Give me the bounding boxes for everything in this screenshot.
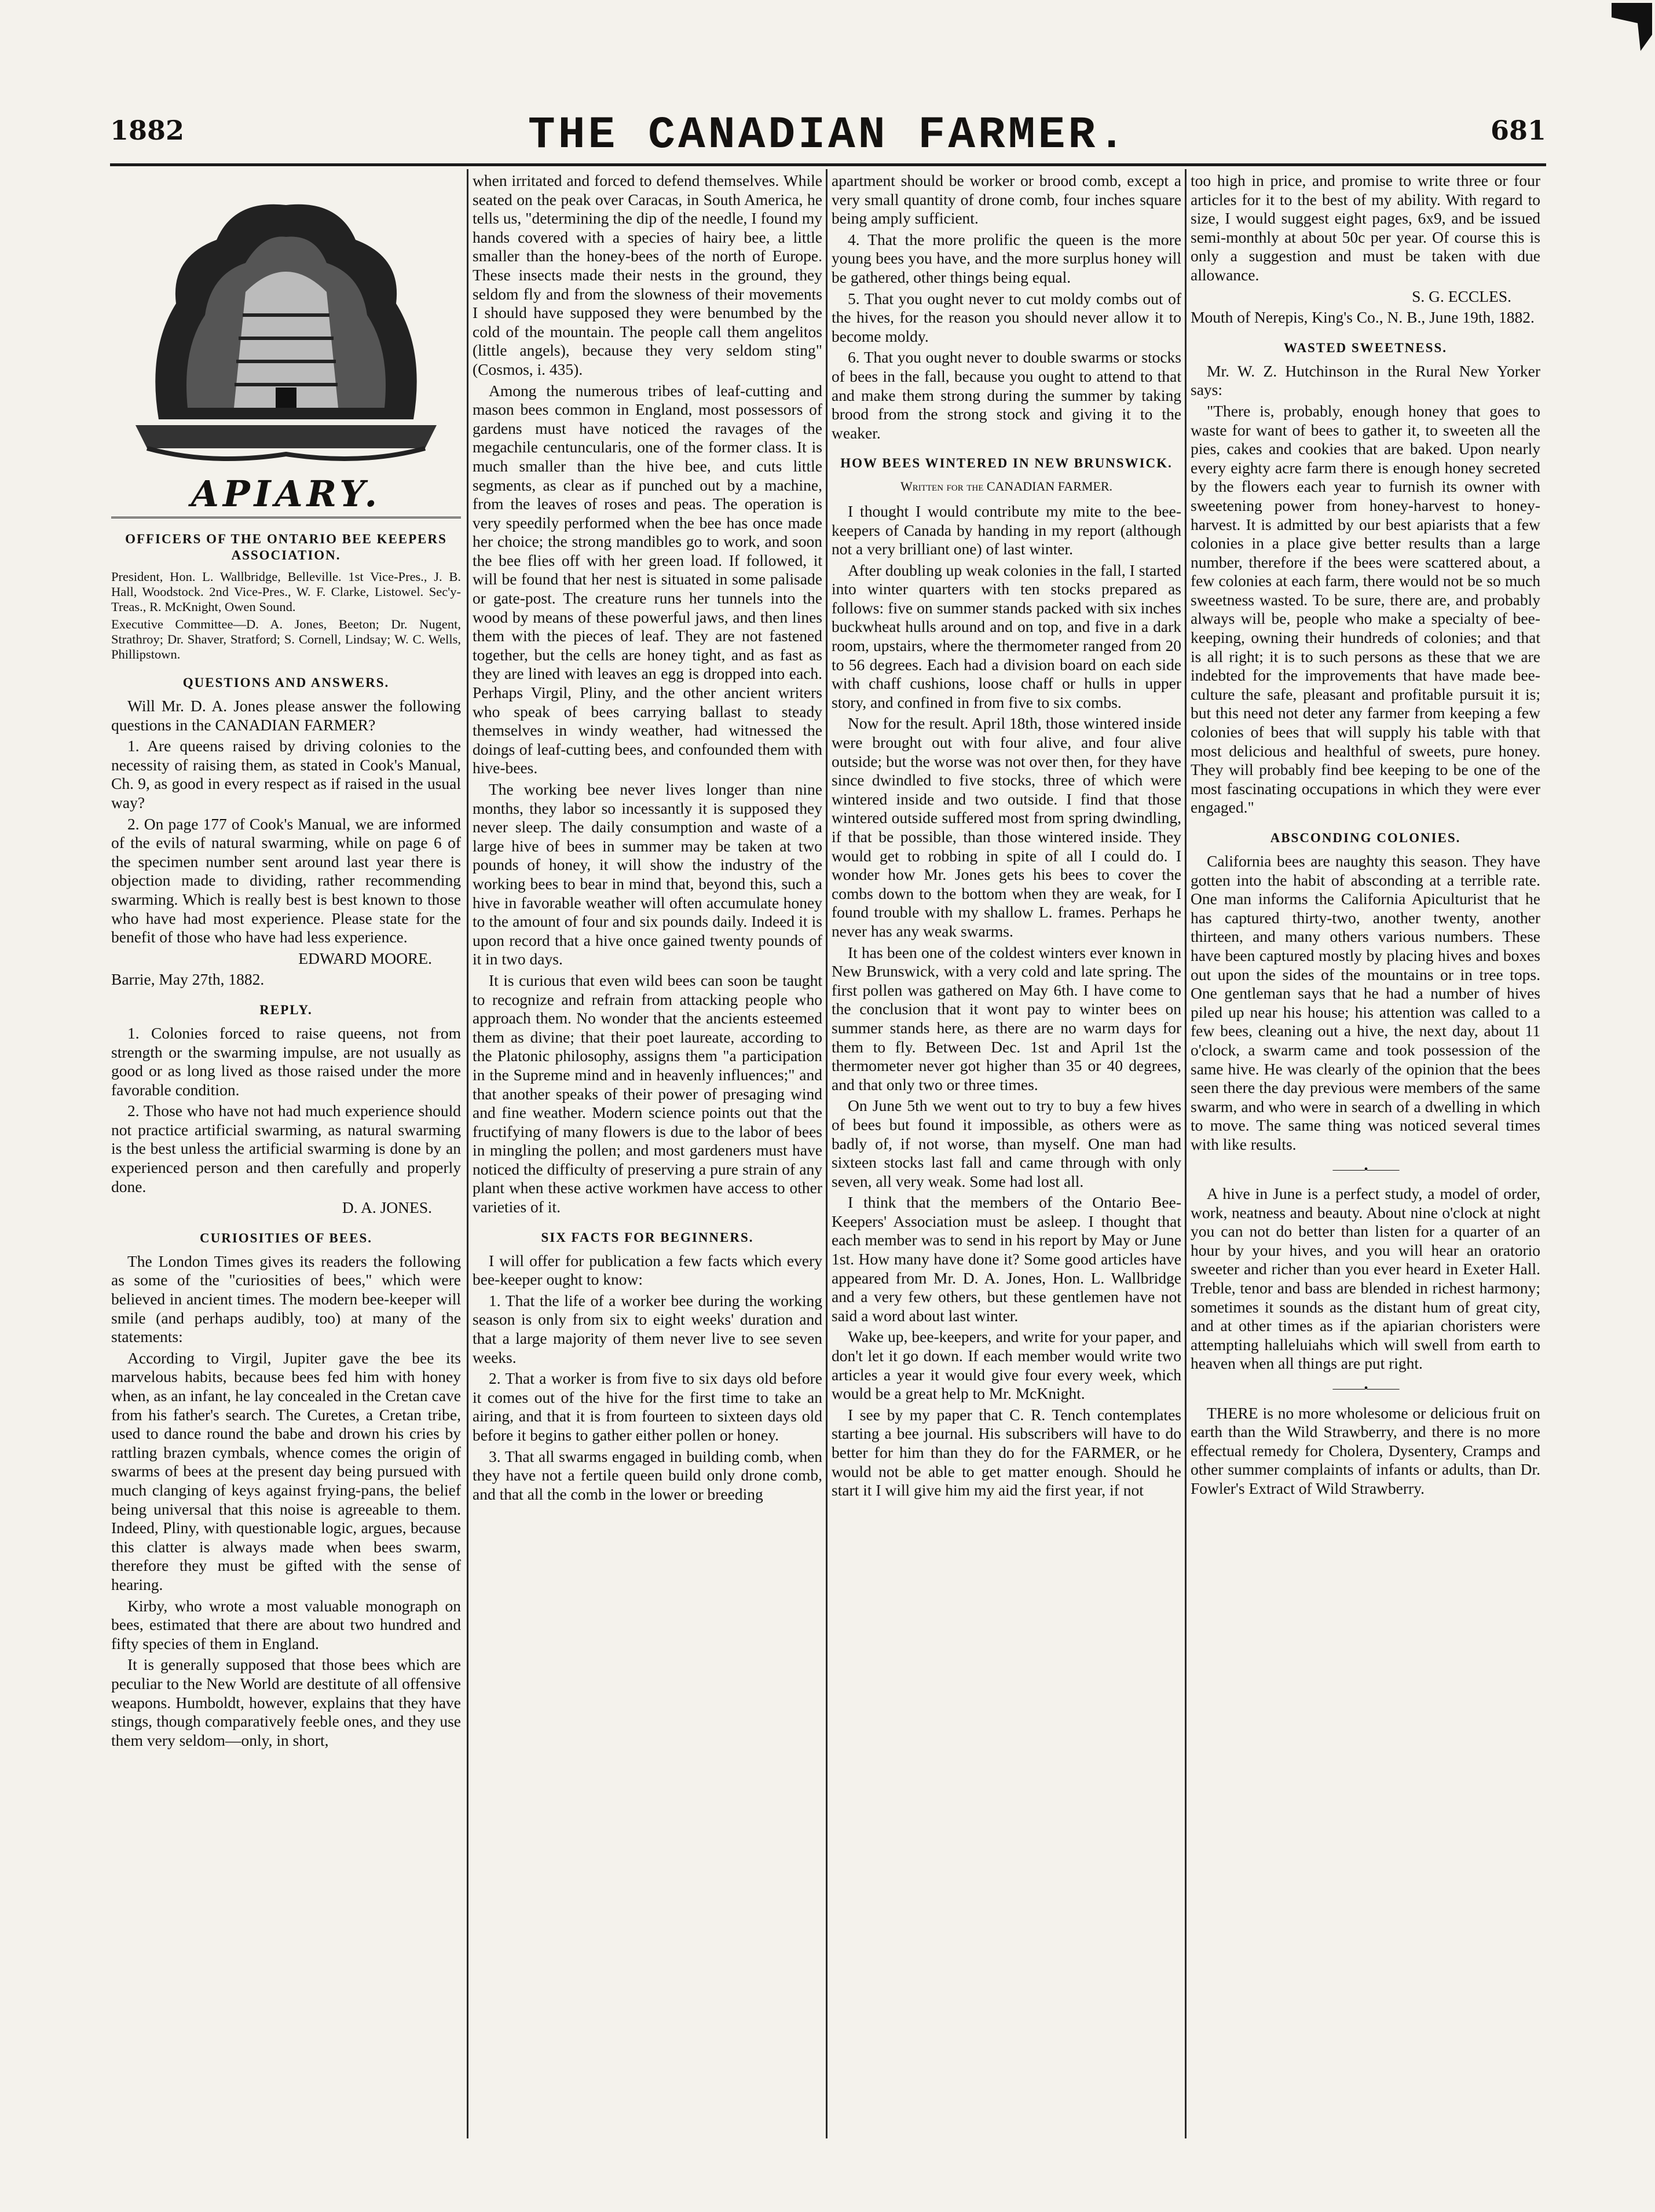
wasted-sweetness-heading: WASTED SWEETNESS. bbox=[1284, 340, 1447, 355]
paragraph: Kirby, who wrote a most valuable monograph on bees, estimated that there are about two hundred and fifty species of them in England. bbox=[111, 1596, 461, 1652]
corner-ink-mark-icon bbox=[1606, 0, 1655, 52]
column-3 bbox=[832, 171, 1181, 2141]
curiosities-heading: CURIOSITIES OF BEES. bbox=[200, 1230, 372, 1245]
paragraph: 3. That all swarms engaged in building comb, when they have not a fertile queen build only drone comb, and that all the comb in the lower or breeding bbox=[473, 1447, 822, 1503]
officers-heading: OFFICERS OF THE ONTARIO BEE KEEPERS ASSOCIATION. bbox=[125, 532, 447, 562]
paragraph: It is curious that even wild bees can soon be taught to recognize and refrain from attacking people who approach them. No wonder that the ancients esteemed them as divine; that their poet laureate, according to the Platonic philosophy, assigns them "a participation in the Supreme mind and in heavenly influences;" and that another speaks of their power of presaging wind and fine weather. Modern science points out that the fructifying of many flowers is due to the labor of bees in mingling the pollen; and most gardeners must have noticed the difficulty of preserving a pure strain of any plant when these active workmen have access to other varieties of it. bbox=[473, 971, 822, 1216]
paragraph: THERE is no more wholesome or delicious fruit on earth than the Wild Strawberry, and there is no more effectual remedy for Cholera, Dysentery, Cramps and other summer complaints of infants or adults, than Dr. Fowler's Extract of Wild Strawberry. bbox=[1191, 1403, 1540, 1497]
paragraph: 2. On page 177 of Cook's Manual, we are informed of the evils of natural swarming, while on page 6 of the specimen number sent around last year there is objection made to dividing, rather recommending swarming. Which is really best is best known to those who have had most experience. Please state for the benefit of those who have had less experience. bbox=[111, 814, 461, 946]
paragraph: After doubling up weak colonies in the fall, I started into winter quarters with ten stocks prepared as follows: five on summer stands packed with six inches buckwheat hulls around and on top, and five in a dark room, upstairs, where the thermometer ranged from 20 to 56 degrees. Each had a division board on each side with chaff cushions, loose chaff or hulls in upper story, and confined in from five to six combs. bbox=[832, 561, 1181, 711]
beehive-engraving-icon bbox=[124, 176, 448, 466]
header-rule bbox=[110, 163, 1546, 166]
paragraph: 6. That you ought never to double swarms or stocks of bees in the fall, because you ought to attend to that and make them strong during the summer by taking brood from the strong stock and giving it to the weaker. bbox=[832, 348, 1181, 442]
separator-rule: ———•——— bbox=[1332, 1382, 1398, 1395]
paragraph: California bees are naughty this season. They have gotten into the habit of absconding at a terrible rate. One man informs the California Apiculturist that he has captured thirty-two, another twenty, another thirteen, and many others various numbers. These have been captured mostly by placing hives and boxes out upon the sides of the mountains or in tree tops. One gentleman says that he had a number of hives piled up near his house; his attention was called to a few bees, cleaning out a hive, the next day, about 11 o'clock, a swarm came and took possession of the same hive. He was clearly of the opinion that the bees seen there the day previous were members of the same swarm, and who were in search of a dwelling in which to move. The same thing was noticed several times with like results. bbox=[1191, 852, 1540, 1153]
paragraph: 2. That a worker is from five to six days old before it comes out of the hive for the first time to take an airing, and that it is from fourteen to sixteen days old before it begins to gather either pollen or honey. bbox=[473, 1369, 822, 1444]
paragraph: Wake up, bee-keepers, and write for your paper, and don't let it go down. If each member would write two articles a year it would give four every week, which would be a great help to Mr. McKnight. bbox=[832, 1328, 1181, 1403]
column-divider bbox=[826, 169, 828, 2138]
paragraph: 4. That the more prolific the queen is the more young bees you have, and the more surplus honey will be gathered, other things being equal. bbox=[832, 230, 1181, 286]
section-title-apiary: APIARY. bbox=[111, 471, 461, 518]
paragraph: apartment should be worker or brood comb, except a very small quantity of drone comb, four inches square being amply sufficient. bbox=[832, 171, 1181, 228]
paragraph: "There is, probably, enough honey that goes to waste for want of bees to gather it, to sweeten all the pies, cakes and cookies that are baked. Upon nearly every eighty acre farm there is enough honey secreted by the flowers each year to furnish its owner with sweetening power from honey-harvest to honey-harvest. It is admitted by our best apiarists that a few colonies in a place give better results than a large number, therefore if the bees were scattered about, a few colonies at each farm, there would not be so much sweetness wasted. To be sure, there are, and probably always will be, people who make a specialty of bee-keeping, owning their hundreds of colonies; and that is all right; it is to such persons as these that we are indebted for the improvements that have made bee-culture the safe, pleasant and profitable pursuit it is; but this need not deter any farmer from keeping a few colonies of bees that will supply his table with that most delicious and healthful of sweets, pure honey. They will probably find bee keeping to be one of the most fascinating occupations in which they were ever engaged." bbox=[1191, 401, 1540, 817]
paragraph: 1. Colonies forced to raise queens, not from strength or the swarming impulse, are not usually as good or as long lived as those raised under the more favorable condition. bbox=[111, 1023, 461, 1099]
page-number: 681 bbox=[1490, 115, 1546, 146]
paragraph: On June 5th we went out to try to buy a few hives of bees but found it impossible, as others were as badly of, if not worse, than myself. One man had sixteen stocks last fall and came through with only seven, all very weak. Some had lost all. bbox=[832, 1096, 1181, 1190]
paragraph: Mr. W. Z. Hutchinson in the Rural New Yorker says: bbox=[1191, 361, 1540, 399]
paragraph: It has been one of the coldest winters ever known in New Brunswick, with a very cold and late spring. The first pollen was gathered on May 6th. I have come to the conclusion that it wont pay to winter bees on summer stands here, as there are no warm days for them to fly. Between Dec. 1st and April 1st the thermometer never got higher than 35 or 40 degrees, and that only two or three times. bbox=[832, 943, 1181, 1094]
paragraph: Now for the result. April 18th, those wintered inside were brought out with four alive, and four alive outside; but the worse was not over then, for they have since dwindled to five stocks, three of which were wintered inside and two outside. I find that those wintered outside suffered most from spring dwindling, if that be possible, than those wintered inside. They would get to robbing in spite of all I could do. I wonder how Mr. Jones gets his bees to cover the combs down to the bottom when they are weak, for I found trouble with my shallow L. frames. Perhaps he never has any weak swarms. bbox=[832, 714, 1181, 940]
byline: Written for the CANADIAN FARMER. bbox=[900, 479, 1113, 494]
header-year: 1882 bbox=[110, 115, 185, 146]
six-facts-heading: SIX FACTS FOR BEGINNERS. bbox=[541, 1230, 754, 1245]
signature: S. G. ECCLES. bbox=[1412, 287, 1511, 305]
paragraph: Will Mr. D. A. Jones please answer the following questions in the CANADIAN FARMER? bbox=[111, 697, 461, 734]
paragraph: The working bee never lives longer than nine months, they labor so incessantly it is supposed they never sleep. The daily consumption and waste of a large hive of bees in summer may be taken at two pounds of honey, it will show the industry of the working bees to bear in mind that, beyond this, such a hive in favorable weather will often accumulate honey to the amount of four and six pounds daily. Indeed it is upon record that a hive once gained twenty pounds of it in two days. bbox=[473, 780, 822, 968]
separator-rule: ———•——— bbox=[1332, 1162, 1398, 1176]
reply-heading: REPLY. bbox=[259, 1002, 313, 1017]
absconding-colonies-heading: ABSCONDING COLONIES. bbox=[1270, 831, 1461, 845]
paragraph: too high in price, and promise to write three or four articles for it to the best of my ability. With regard to size, I would suggest eight pages, 6x9, and be issued semi-monthly at about 50c per year. Of course this is only a suggestion and must be taken with due allowance. bbox=[1191, 171, 1540, 284]
column-1 bbox=[111, 171, 461, 2141]
paragraph: I will offer for publication a few facts which every bee-keeper ought to know: bbox=[473, 1251, 822, 1289]
newspaper-title: THE CANADIAN FARMER. bbox=[528, 110, 1129, 161]
paragraph: The London Times gives its readers the following as some of the "curiosities of bees," which were believed in ancient times. The modern bee-keeper will smile (and perhaps audibly, too) at many of the statements: bbox=[111, 1252, 461, 1346]
paragraph: Among the numerous tribes of leaf-cutting and mason bees common in England, most possessors of gardens must have noticed the ravages of the megachile centuncularis, one of the former class. It is much smaller than the hive bee, and cuts little segments, as clear as if punched out by a machine, from the leaves of roses and peas. The operation is very speedily performed when the bee has once made her choice; the strong mandibles go to work, and soon the bee flies off with her green load. If followed, it will be found that her nest is situated in some palisade or gate-post. The creature runs her tunnels into the wood by means of these powerful jaws, and then lines them with the pieces of leaf. They are not fastened together, but the cells are honey tight, and as fast as they are lined with leaves an egg is dropped into each. Perhaps Virgil, Pliny, and the other ancient writers who speak of bees carrying ballast to steady themselves in windy weather, had witnessed the doings of leaf-cutting bees, and confounded them with hive-bees. bbox=[473, 381, 822, 777]
dateline: Mouth of Nerepis, King's Co., N. B., June 19th, 1882. bbox=[1191, 308, 1535, 327]
paragraph: According to Virgil, Jupiter gave the bee its marvelous habits, because bees fed him with honey when, as an infant, he lay concealed in the Cretan cave from his father's search. The Curetes, a Cretan tribe, used to dance round the babe and drown his cries by rattling brazen cymbals, whence comes the origin of swarms of bees at the present day being pursued with much clanging of keys against frying-pans, the belief being universal that this noise is agreeable to them. Indeed, Pliny, with questionable logic, argues, because this clatter is always made when bees swarm, therefore they must be gifted with the sense of hearing. bbox=[111, 1348, 461, 1593]
signature: EDWARD MOORE. bbox=[298, 949, 432, 967]
paragraph: 1. That the life of a worker bee during the working season is only from six to eight weeks' duration and that a large majority of them never live to see seven weeks. bbox=[473, 1291, 822, 1366]
paragraph: 2. Those who have not had much experience should not practice artificial swarming, as natural swarming is the best unless the artificial swarming is done by an experienced person and then carefully and properly done. bbox=[111, 1102, 461, 1195]
column-4 bbox=[1191, 171, 1540, 2141]
paragraph: I think that the members of the Ontario Bee-Keepers' Association must be asleep. I thought that each member was to send in his report by May or June 1st. How many have done it? Some good articles have appeared from Mr. D. A. Jones, Hon. L. Wallbridge and a very few others, but these gentlemen have not said a word about last winter. bbox=[832, 1193, 1181, 1325]
new-brunswick-heading: HOW BEES WINTERED IN NEW BRUNSWICK. bbox=[840, 456, 1173, 471]
masthead bbox=[110, 110, 1546, 162]
officers-list: President, Hon. L. Wallbridge, Belleville. 1st Vice-Pres., J. B. Hall, Woodstock. 2nd Vice-Pres., W. F. Clarke, Listowel. Sec'y-Treas., R. McKnight, Owen Sound. bbox=[111, 569, 461, 614]
questions-heading: QUESTIONS AND ANSWERS. bbox=[182, 675, 390, 690]
paragraph: when irritated and forced to defend themselves. While seated on the peak over Caracas, in South America, he tells us, "determining the dip of the needle, I found my hands covered with a species of hairy bee, a little smaller than the honey-bees of the north of Europe. These insects made their nests in the ground, they seldom fly and from the slowness of their movements I should have supposed they were benumbed by the cold of the mountain. The people call them angelitos (little angels), because they very seldom sting" (Cosmos, i. 435). bbox=[473, 171, 822, 378]
paragraph: I thought I would contribute my mite to the bee-keepers of Canada by handing in my report (although not a very brilliant one) of last winter. bbox=[832, 502, 1181, 558]
column-2 bbox=[473, 171, 822, 2141]
column-divider bbox=[1185, 169, 1187, 2138]
paragraph: I see by my paper that C. R. Tench contemplates starting a bee journal. His subscribers will have to do better for him than they do for the FARMER, or he would not be able to get matter enough. Should he start it I will give him my aid the first year, if not bbox=[832, 1405, 1181, 1500]
column-divider bbox=[467, 169, 468, 2138]
executive-committee: Executive Committee—D. A. Jones, Beeton; Dr. Nugent, Strathroy; Dr. Shaver, Stratford; S. Cornell, Lindsay; W. C. Wells, Phillipstown. bbox=[111, 617, 461, 661]
dateline: Barrie, May 27th, 1882. bbox=[111, 970, 265, 989]
paragraph: 5. That you ought never to cut moldy combs out of the hives, for the reason you should never allow it to become moldy. bbox=[832, 289, 1181, 345]
paragraph: 1. Are queens raised by driving colonies to the necessity of raising them, as stated in Cook's Manual, Ch. 9, as good in every respect as if raised in the usual way? bbox=[111, 737, 461, 811]
paragraph: A hive in June is a perfect study, a model of order, work, neatness and beauty. About nine o'clock at night you can not do better than listen for a quarter of an hour by your hives, and you will hear an oratorio sweeter and richer than you ever heard in Exeter Hall. Treble, tenor and bass are blended in richest harmony; sometimes it sounds as the distant hum of great city, and at other times as if the apiarian choristers were attempting halleluiahs which will swell from earth to heaven when all things are put right. bbox=[1191, 1184, 1540, 1373]
signature: D. A. JONES. bbox=[342, 1198, 432, 1217]
paragraph: It is generally supposed that those bees which are peculiar to the New World are destitute of all offensive weapons. Humboldt, however, explains that they have stings, though comparatively feeble ones, and they use them very seldom—only, in short, bbox=[111, 1655, 461, 1749]
